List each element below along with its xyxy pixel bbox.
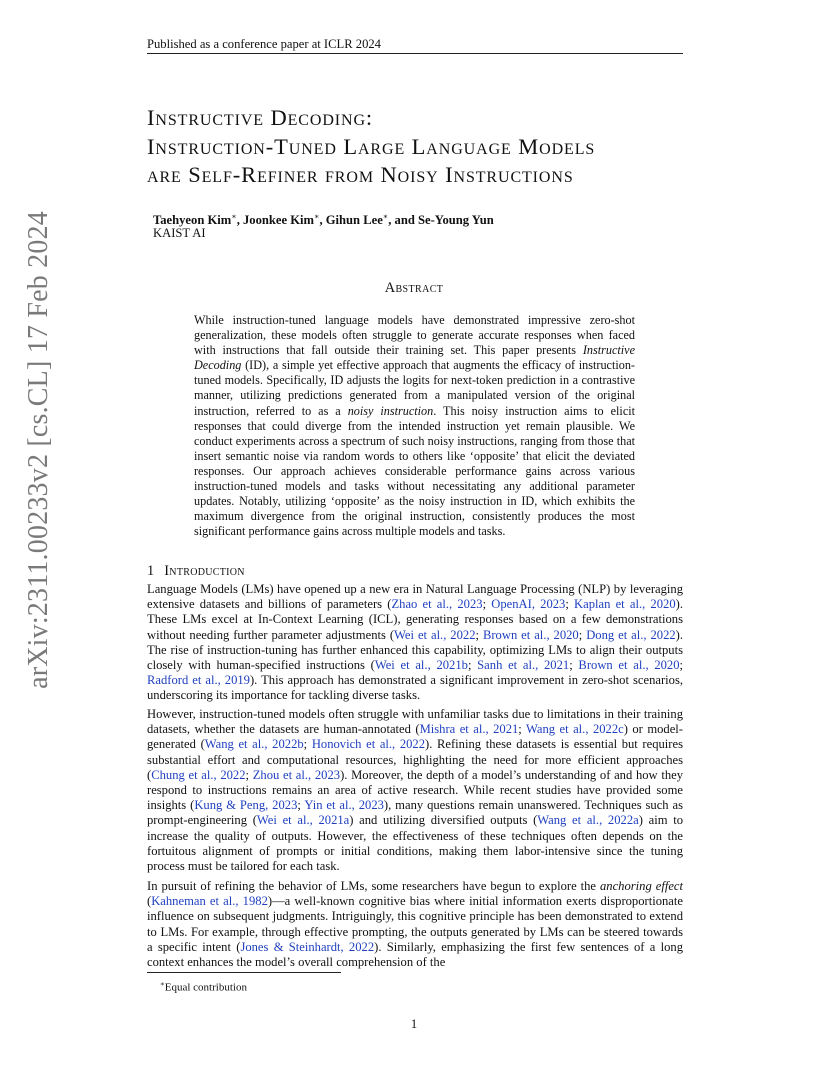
citation-link[interactable]: Dong et al., 2022 <box>586 627 676 642</box>
text-run: ; <box>303 737 312 752</box>
citation-link[interactable]: Kahneman et al., 1982 <box>151 894 268 909</box>
text-run: ; <box>482 597 492 612</box>
citation-link[interactable]: Jones & Steinhardt, 2022 <box>240 939 375 954</box>
page-number: 1 <box>410 1017 418 1031</box>
citation-link[interactable]: Kaplan et al., 2020 <box>574 597 676 612</box>
header-rule <box>147 53 683 54</box>
text-run: ) and utilizing diversified outputs ( <box>349 813 538 828</box>
body-paragraph <box>147 879 683 970</box>
text-run: ). These LMs excel at In-Context Learning (ICL), generating responses based on a few demonstrations without needing further parameter adjustments ( <box>147 597 683 642</box>
author-separator: , and <box>388 213 418 228</box>
conference-header: Published as a conference paper at ICLR 2024 <box>147 37 381 51</box>
abstract-heading: Abstract <box>384 280 444 296</box>
text-run: ). This approach has demonstrated a significant improvement in zero-shot scenarios, underscoring its importance for tackling diverse tasks. <box>147 673 683 703</box>
text-run: . This noisy instruction aims to elicit responses that could diverge from the intended instruction yet remain plausible. We conduct experiments across a spectrum of such noisy instructions, ranging from those that insert semantic noise via random words to others like ‘opposite’ that elicit the deviated responses. Our approach achieves considerable performance gains across various instruction-tuned models and tasks without necessitating any additional parameter updates. Notably, utilizing ‘opposite’ as the noisy instruction in ID, which exhibits the maximum divergence from the original instruction, consistently produces the most significant performance gains across multiple models and tasks. <box>194 403 635 539</box>
affiliation: KAIST AI <box>153 226 206 240</box>
text-run: (ID), a simple yet effective approach that augments the efficacy of instruction-tuned models. Specifically, ID adjusts the logits for next-token prediction in a contrastive manner, utilizing predictions generated from a manipulated version of the original instruction, referred to as a <box>194 358 635 418</box>
text-run: However, instruction-tuned models often struggle with unfamiliar tasks due to limitations in their training datasets, whether the datasets are human-annotated ( <box>147 707 683 737</box>
paper-title <box>147 104 707 190</box>
footnote-mark: ∗ <box>160 980 165 988</box>
author-name: Joonkee Kim <box>243 213 315 228</box>
citation-link[interactable]: Wei et al., 2022 <box>394 627 476 642</box>
citation-link[interactable]: OpenAI, 2023 <box>491 597 566 612</box>
citation-link[interactable]: Zhao et al., 2023 <box>391 597 483 612</box>
title-line: Instruction-Tuned Large Language Models <box>147 133 596 159</box>
text-run: ). Moreover, the depth of a model’s understanding of and how they respond to instructions remains an area of active research. While recent studies have provided some insights ( <box>147 767 684 813</box>
text-run: ; <box>679 658 684 673</box>
text-run: ) or model-generated ( <box>147 722 683 752</box>
text-run: ; <box>578 627 587 642</box>
text-run: ; <box>565 597 575 612</box>
equal-contribution-mark[interactable]: ∗ <box>231 212 237 221</box>
text-run: ). Similarly, emphasizing the first few sentences of a long context enhances the model’s overall comprehension of the <box>147 939 684 970</box>
text-run: ; <box>245 767 253 782</box>
text-run: ), many questions remain unanswered. Techniques such as prompt-engineering ( <box>147 798 683 828</box>
text-run: ; <box>467 658 478 673</box>
footnote <box>160 977 247 995</box>
body-paragraph <box>147 707 683 874</box>
citation-link[interactable]: Wang et al., 2022b <box>204 737 304 752</box>
text-run: While instruction-tuned language models have demonstrated impressive zero-shot generalization, these models often struggle to generate accurate responses when faced with instructions that fall outside their training set. This paper presents <box>194 313 635 358</box>
body-paragraph <box>147 582 683 704</box>
abstract-body <box>194 313 635 539</box>
text-run: ( <box>147 894 152 909</box>
author-name: Se-Young Yun <box>418 213 494 228</box>
arxiv-identifier[interactable]: arXiv:2311.00233v2 [cs.CL] 17 Feb 2024 <box>23 211 54 689</box>
title-line: are Self-Refiner from Noisy Instructions <box>147 162 574 187</box>
author-separator: , <box>236 213 243 228</box>
emphasized-term: anchoring effect <box>600 879 684 893</box>
author-name: Taehyeon Kim <box>153 213 232 228</box>
text-run: Language Models (LMs) have opened up a new era in Natural Language Processing (NLP) by leveraging extensive datasets and billions of parameters ( <box>147 582 683 612</box>
citation-link[interactable]: Wang et al., 2022a <box>537 813 639 828</box>
text-run: ; <box>518 722 527 737</box>
citation-link[interactable]: Brown et al., 2020 <box>578 658 680 673</box>
author-separator: , <box>319 213 326 228</box>
citation-link[interactable]: Brown et al., 2020 <box>482 627 579 642</box>
author-list <box>153 209 673 228</box>
text-run: In pursuit of refining the behavior of LMs, some researchers have begun to explore the <box>147 879 600 893</box>
text-run: ). The rise of instruction-tuning has further enhanced this capability, optimizing LMs to align their outputs closely with human-specified instructions ( <box>147 627 684 673</box>
citation-link[interactable]: Chung et al., 2022 <box>151 767 246 782</box>
text-run: )—a well-known cognitive bias where initial information exerts disproportionate influence on subsequent judgments. Intriguingly, this cognitive principle has been demonstrated to extend to LMs. For example, through effective prompting, the outputs generated by LMs can be steered towards a specific intent ( <box>147 894 683 954</box>
emphasized-term: Instructive Decoding <box>194 343 635 373</box>
equal-contribution-mark[interactable]: ∗ <box>382 212 389 221</box>
text-run: ) aim to increase the quality of outputs. However, the effectiveness of these techniques often depends on the fortuitous alignment of prompts or initial conditions, making them labor-intensive since the tuning process must be tailored for each task. <box>147 813 684 874</box>
citation-link[interactable]: Kung & Peng, 2023 <box>194 798 298 813</box>
title-line: Instructive Decoding: <box>147 105 374 130</box>
section-heading <box>147 563 683 580</box>
text-run: ; <box>569 658 579 673</box>
citation-link[interactable]: Wang et al., 2022c <box>526 722 624 737</box>
text-run: ; <box>475 627 483 642</box>
citation-link[interactable]: Radford et al., 2019 <box>147 673 250 688</box>
citation-link[interactable]: Zhou et al., 2023 <box>252 767 341 782</box>
citation-link[interactable]: Honovich et al., 2022 <box>311 737 426 752</box>
section-number: 1 <box>147 563 155 579</box>
section-title: Introduction <box>164 563 245 579</box>
citation-link[interactable]: Sanh et al., 2021 <box>477 658 570 673</box>
citation-link[interactable]: Mishra et al., 2021 <box>419 722 519 737</box>
footnote-text: Equal contribution <box>164 981 247 994</box>
equal-contribution-mark[interactable]: ∗ <box>314 212 320 221</box>
author-name: Gihun Lee <box>325 213 383 228</box>
citation-link[interactable]: Yin et al., 2023 <box>304 798 384 813</box>
text-run: ; <box>297 798 305 813</box>
emphasized-term: noisy instruction <box>347 403 434 418</box>
footnote-rule <box>147 972 341 973</box>
citation-link[interactable]: Wei et al., 2021a <box>256 813 350 828</box>
text-run: ). Refining these datasets is essential but requires substantial effort and computational resources, highlighting the need for more efficient approaches ( <box>147 737 683 782</box>
citation-link[interactable]: Wei et al., 2021b <box>374 658 468 673</box>
